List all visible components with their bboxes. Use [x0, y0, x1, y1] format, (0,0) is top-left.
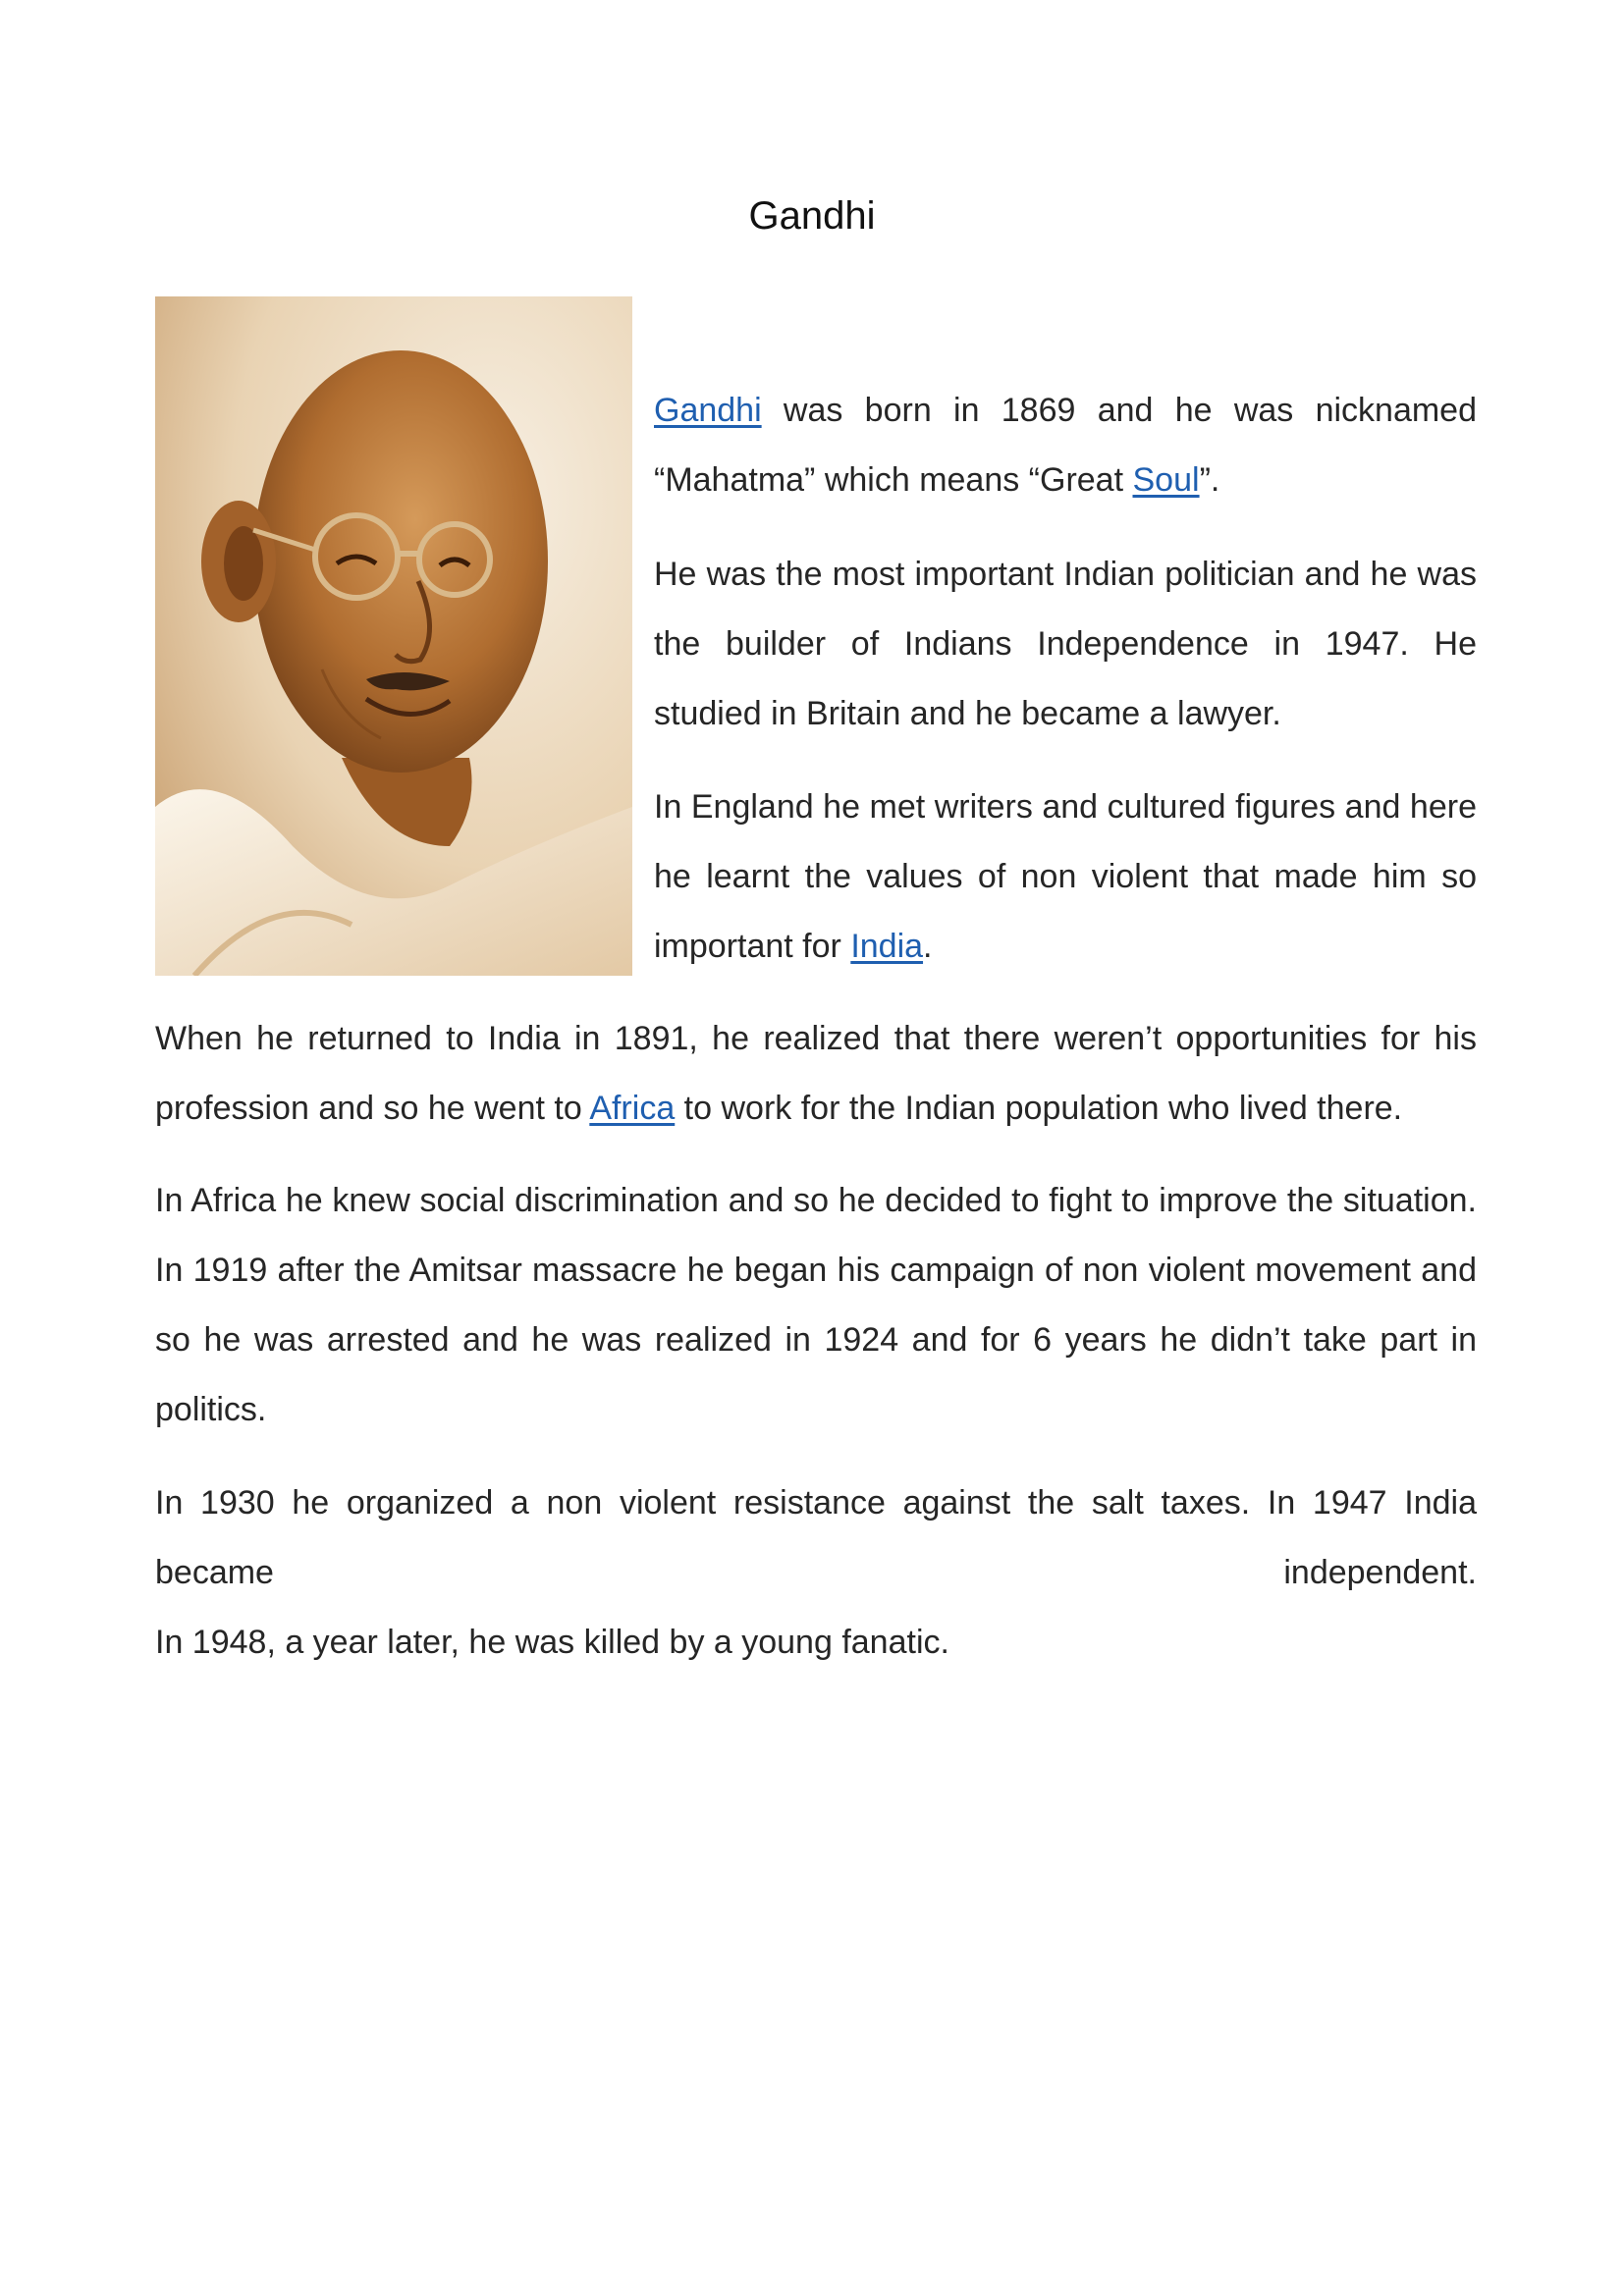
india-link[interactable]: India: [850, 928, 924, 965]
paragraph-4-text-a: When he returned to India in 1891, he realized that there weren’t opportunities for his profession and so he went to: [155, 1020, 1477, 1127]
paragraph-4: [155, 1004, 1477, 1144]
paragraph-6: [155, 1468, 1477, 1678]
paragraph-1: [654, 376, 1477, 515]
paragraph-6-line-b: In 1948, a year later, he was killed by a young fanatic.: [155, 1624, 949, 1661]
paragraph-1-text-a: was born in 1869 and he was nicknamed “Mahatma” which means “Great: [654, 392, 1477, 499]
africa-link[interactable]: Africa: [589, 1090, 676, 1127]
paragraph-5: In Africa he knew social discrimination and so he decided to fight to improve the situation. In 1919 after the Amitsar massacre he began his campaign of non violent movement and so he was arrested and he was realized in 1924 and for 6 years he didn’t take part in politics.: [155, 1182, 1477, 1428]
paragraph-3-text-a: In England he met writers and cultured figures and here he learnt the values of non violent that made him so important for: [654, 788, 1477, 965]
gandhi-link[interactable]: Gandhi: [654, 392, 762, 429]
document-title: Gandhi: [748, 194, 876, 238]
paragraph-2: He was the most important Indian politician and he was the builder of Indians Independence in 1947. He studied in Britain and he became a lawyer.: [654, 556, 1477, 732]
paragraph-3: [654, 773, 1477, 982]
soul-link[interactable]: Soul: [1132, 461, 1200, 499]
paragraph-3-text-b: .: [923, 928, 933, 965]
paragraph-1-text-b: ”.: [1199, 461, 1220, 499]
paragraph-6-line-a: In 1930 he organized a non violent resistance against the salt taxes. In 1947 India became independent.: [155, 1484, 1477, 1591]
gandhi-portrait-image: [155, 296, 632, 976]
paragraph-4-text-b: to work for the Indian population who lived there.: [675, 1090, 1403, 1127]
